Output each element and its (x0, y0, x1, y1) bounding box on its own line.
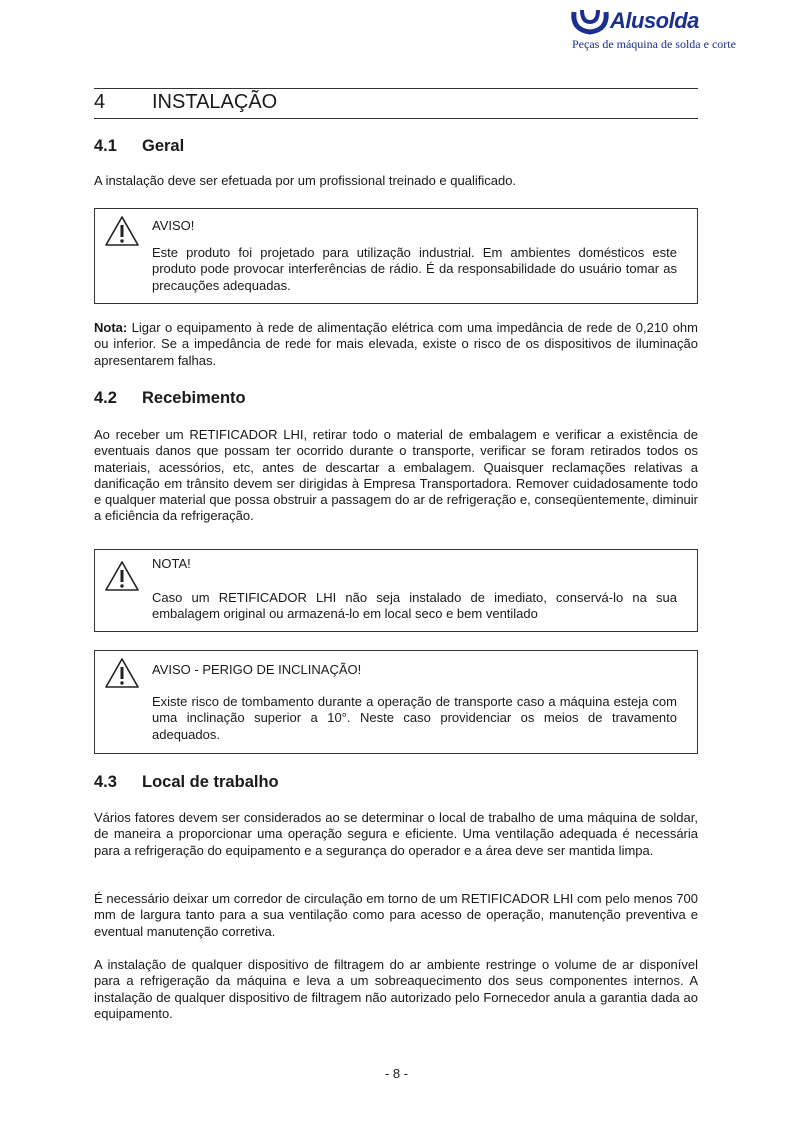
warning-icon (104, 560, 140, 592)
paragraph: É necessário deixar um corredor de circulação em torno de um RETIFICADOR LHI com pelo menos 700 mm de largura tanto para a sua ventilação como para acesso de operação, manutenção preventiva e eventual manutenção corretiva. (94, 891, 698, 939)
paragraph: A instalação de qualquer dispositivo de filtragem do ar ambiente restringe o volume de ar disponível para a refrigeração da máquina e leva a um sobreaquecimento dos seus componentes internos. A instalação de qualquer dispositivo de filtragem não autorizado pelo Fornecedor anula a garantia dada ao equipamento. (94, 957, 698, 1021)
tilt-warning-box (94, 650, 698, 754)
warning-box (94, 208, 698, 304)
box-text: Caso um RETIFICADOR LHI não seja instalado de imediato, conservá-lo na sua embalagem original ou armazená-lo em local seco e bem ventilado (152, 590, 677, 622)
box-title: AVISO - PERIGO DE INCLINAÇÃO! (152, 662, 362, 677)
logo-swoosh-icon (570, 4, 610, 36)
divider (94, 88, 698, 89)
paragraph: Vários fatores devem ser considerados ao se determinar o local de trabalho de uma máquina de soldar, de maneira a proporcionar uma operação segura e eficiente. Uma ventilação adequada é necessária para a refrigeração do equipamento e a segurança do operador e a área deve ser mantida limpa. (94, 810, 698, 858)
logo-brand: Alusolda (610, 8, 699, 33)
box-title: NOTA! (152, 556, 191, 571)
warning-icon (104, 215, 140, 247)
box-title: AVISO! (152, 218, 195, 233)
section-heading-4-1: 4.1 Geral (94, 137, 185, 155)
alusolda-logo (568, 2, 736, 52)
divider (94, 118, 698, 119)
section-heading-4-2: 4.2 Recebimento (94, 389, 246, 407)
paragraph: A instalação deve ser efetuada por um profissional treinado e qualificado. (94, 173, 517, 188)
warning-icon (104, 657, 140, 689)
chapter-heading (94, 91, 277, 114)
box-text: Este produto foi projetado para utilização industrial. Em ambientes domésticos este produto pode provocar interferências de rádio. É da responsabilidade do usuário tomar as precauções adequadas. (152, 245, 677, 293)
note-paragraph: Nota: Ligar o equipamento à rede de alimentação elétrica com uma impedância de rede de 0,210 ohm ou inferior. Se a impedância de rede for mais elevada, existe o risco de os dispositivos de iluminação apresentarem falhas. (94, 320, 698, 368)
box-text: Existe risco de tombamento durante a operação de transporte caso a máquina esteja com uma inclinação superior a 10°. Neste caso providenciar os meios de travamento adequados. (152, 694, 677, 742)
logo-tagline: Peças de máquina de solda e corte (572, 37, 736, 51)
section-heading-4-3: 4.3 Local de trabalho (94, 773, 279, 791)
chapter-number: 4 (94, 91, 106, 113)
chapter-title: INSTALAÇÃO (152, 91, 278, 113)
page-number: - 8 - (384, 1066, 409, 1081)
paragraph: Ao receber um RETIFICADOR LHI, retirar todo o material de embalagem e verificar a existência de eventuais danos que possam ter ocorrido durante o transporte, verificar se foram retirados todos os materiais, acessórios, etc, antes de descartar a embalagem. Quaisquer reclamações relativas a danificação em trânsito devem ser dirigidas à Empresa Transportadora. Remover cuidadosamente todo e qualquer material que possa obstruir a passagem do ar de refrigeração e, conseqüentemente, diminuir a eficiência da refrigeração. (94, 427, 698, 524)
note-box (94, 549, 698, 632)
